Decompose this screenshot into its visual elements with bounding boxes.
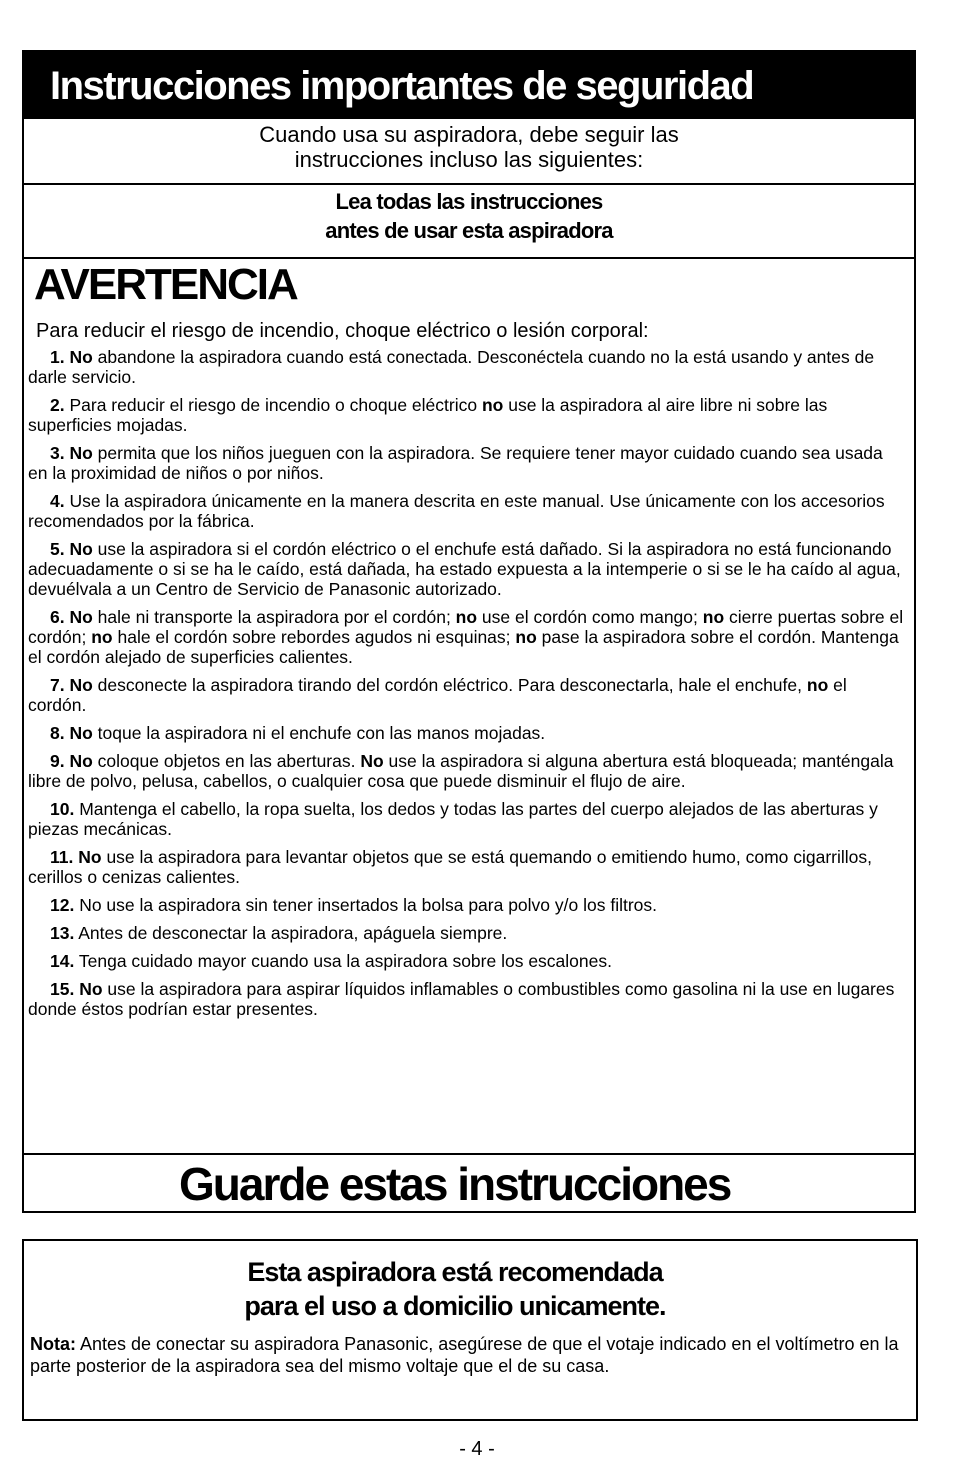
item-number: 2. bbox=[50, 395, 65, 415]
emphasis-text: no bbox=[806, 675, 829, 695]
note-text: Antes de conectar su aspiradora Panasonic, asegúrese de que el votaje indicado en el voltímetro en la parte posterior de la aspiradora sea del mismo voltaje que el de su casa. bbox=[30, 1334, 899, 1376]
item-number: 4. bbox=[50, 491, 65, 511]
emphasis-text: No bbox=[360, 751, 384, 771]
list-item bbox=[28, 923, 906, 943]
emphasis-text: No bbox=[69, 539, 93, 559]
item-number: 6. bbox=[50, 607, 65, 627]
item-number: 3. bbox=[50, 443, 65, 463]
list-item bbox=[28, 347, 906, 387]
read-first-line-2: antes de usar esta aspiradora bbox=[325, 218, 613, 243]
item-number: 7. bbox=[50, 675, 65, 695]
emphasis-text: no bbox=[481, 395, 504, 415]
page-number: - 4 - bbox=[459, 1438, 495, 1460]
list-item bbox=[28, 895, 906, 915]
emphasis-text: No bbox=[69, 347, 93, 367]
emphasis-text: No bbox=[69, 723, 93, 743]
list-item bbox=[28, 951, 906, 971]
list-item bbox=[28, 675, 906, 715]
item-text: coloque objetos en las aberturas. bbox=[92, 751, 361, 771]
item-text: desconecte la aspiradora tirando del cordón eléctrico. Para desconectarla, hale el enchufe, bbox=[92, 675, 807, 695]
emphasis-text: No bbox=[78, 847, 102, 867]
safety-instructions-box bbox=[22, 50, 916, 1213]
item-number: 10. bbox=[50, 799, 75, 819]
household-use-box bbox=[22, 1239, 918, 1421]
item-number: 12. bbox=[50, 895, 75, 915]
list-item bbox=[28, 491, 906, 531]
item-text: cierre puertas sobre el cordón; bbox=[28, 607, 904, 647]
list-item bbox=[28, 751, 906, 791]
keep-instructions-heading: Guarde estas instrucciones bbox=[24, 1153, 914, 1213]
list-item bbox=[28, 539, 906, 599]
item-text: use la aspiradora si el cordón eléctrico o el enchufe está dañado. Si la aspiradora no está funcionando adecuadamente o si se ha le caído, está dañada, ha estado expuesta a la intemperie o si se le ha caído al agua, devuélvala a un Centro de Servicio de Panasonic autorizado. bbox=[28, 539, 901, 599]
item-number: 1. bbox=[50, 347, 65, 367]
item-text: permita que los niños jueguen con la aspiradora. Se requiere tener mayor cuidado cuando sea usada en la proximidad de niños o por niños. bbox=[28, 443, 883, 483]
item-number: 14. bbox=[50, 951, 75, 971]
list-item bbox=[28, 395, 906, 435]
item-text: use la aspiradora al aire libre ni sobre las superficies mojadas. bbox=[28, 395, 828, 435]
read-first-notice bbox=[24, 185, 914, 259]
item-text: use la aspiradora para levantar objetos que se está quemando o emitiendo humo, como cigarrillos, cerillos o cenizas calientes. bbox=[28, 847, 873, 887]
list-item bbox=[28, 607, 906, 667]
intro-line-2: instrucciones incluso las siguientes: bbox=[294, 147, 644, 172]
list-item bbox=[28, 847, 906, 887]
item-number: 9. bbox=[50, 751, 65, 771]
item-text: hale ni transporte la aspiradora por el cordón; bbox=[92, 607, 456, 627]
item-number: 15. bbox=[50, 979, 75, 999]
read-first-line-1: Lea todas las instrucciones bbox=[335, 189, 603, 214]
voltage-note bbox=[24, 1323, 916, 1377]
item-text: Use la aspiradora únicamente en la manera descrita en este manual. Use únicamente con los accesorios recomendados por la fábrica. bbox=[28, 491, 885, 531]
recommendation-heading bbox=[24, 1241, 916, 1323]
item-number: 5. bbox=[50, 539, 65, 559]
recommendation-line-1: Esta aspiradora está recomendada bbox=[247, 1257, 663, 1287]
emphasis-text: No bbox=[79, 979, 103, 999]
item-text: Antes de desconectar la aspiradora, apáguela siempre. bbox=[78, 923, 508, 943]
list-item bbox=[28, 799, 906, 839]
item-text: el cordón. bbox=[28, 675, 847, 715]
item-text: Tenga cuidado mayor cuando usa la aspiradora sobre los escalones. bbox=[78, 951, 612, 971]
list-item bbox=[28, 723, 906, 743]
item-text: use la aspiradora si alguna abertura está bloqueada; manténgala libre de polvo, pelusa, cabellos, o cualquier cosa que puede disminuir el flujo de aire. bbox=[28, 751, 894, 791]
item-text: No use la aspiradora sin tener insertados la bolsa para polvo y/o los filtros. bbox=[79, 895, 658, 915]
item-number: 8. bbox=[50, 723, 65, 743]
item-number: 13. bbox=[50, 923, 75, 943]
item-text: abandone la aspiradora cuando está conectada. Desconéctela cuando no la está usando y antes de darle servicio. bbox=[28, 347, 875, 387]
warning-heading: AVERTENCIA bbox=[34, 260, 297, 309]
warning-lead: Para reducir el riesgo de incendio, choque eléctrico o lesión corporal: bbox=[36, 320, 649, 342]
emphasis-text: no bbox=[91, 627, 113, 647]
emphasis-text: No bbox=[69, 607, 93, 627]
note-label: Nota: bbox=[30, 1334, 76, 1354]
safety-list bbox=[24, 343, 914, 1019]
emphasis-text: No bbox=[69, 675, 93, 695]
list-item bbox=[28, 443, 906, 483]
item-text: Mantenga el cabello, la ropa suelta, los dedos y todas las partes del cuerpo alejados de las aberturas y piezas mecánicas. bbox=[28, 799, 878, 839]
item-text: use el cordón como mango; bbox=[477, 607, 703, 627]
item-text: pase la aspiradora sobre el cordón. Mantenga el cordón alejado de superficies calientes. bbox=[28, 627, 899, 667]
item-number: 11. bbox=[50, 847, 74, 867]
page-title: Instrucciones importantes de seguridad bbox=[24, 52, 914, 119]
list-item bbox=[28, 979, 906, 1019]
emphasis-text: no bbox=[702, 607, 725, 627]
recommendation-line-2: para el uso a domicilio unicamente. bbox=[244, 1291, 666, 1321]
emphasis-text: no bbox=[515, 627, 537, 647]
item-text: toque la aspiradora ni el enchufe con las manos mojadas. bbox=[92, 723, 546, 743]
intro-text bbox=[24, 119, 914, 185]
item-text: use la aspiradora para aspirar líquidos inflamables o combustibles como gasolina ni la use en lugares donde éstos podrían estar presentes. bbox=[28, 979, 895, 1019]
emphasis-text: No bbox=[69, 751, 93, 771]
item-text: hale el cordón sobre rebordes agudos ni esquinas; bbox=[112, 627, 516, 647]
emphasis-text: no bbox=[455, 607, 478, 627]
item-text: Para reducir el riesgo de incendio o choque eléctrico bbox=[69, 395, 482, 415]
emphasis-text: No bbox=[69, 443, 93, 463]
intro-line-1: Cuando usa su aspiradora, debe seguir las bbox=[259, 122, 679, 147]
